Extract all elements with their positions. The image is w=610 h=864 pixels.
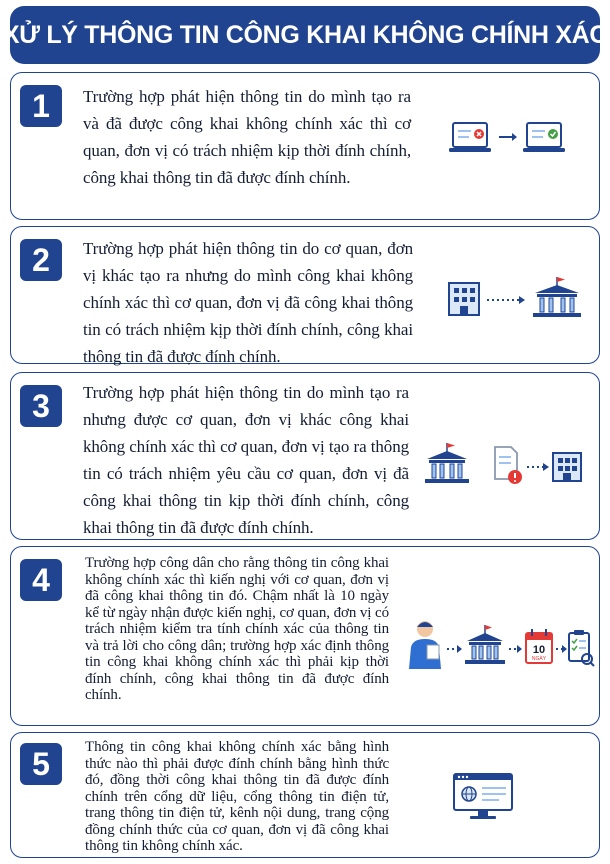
office-building-icon — [449, 283, 479, 315]
card-text: Trường hợp công dân cho rằng thông tin công khai không chính xác thì kiến nghị với cơ quan, đơn vị đã công khai thông tin đó. Chậm nhất là 10 ngày kể từ ngày nhận được kiến nghị, cơ quan, đơn vị có trách nhiệm kiểm tra tính chính xác của thông tin và trả lời cho công dân; trường hợp xác định thông tin công khai không chính xác thì phải kịp thời đính chính, công khai thông tin đã được đính chính. — [85, 555, 389, 703]
card-2 — [10, 226, 600, 364]
calendar-icon — [526, 629, 552, 663]
page-title: XỬ LÝ THÔNG TIN CÔNG KHAI KHÔNG CHÍNH XÁC — [10, 6, 600, 64]
card-5 — [10, 732, 600, 858]
step-number: 1 — [20, 85, 62, 127]
card-text: Trường hợp phát hiện thông tin do mình tạo ra nhưng được cơ quan, đơn vị khác công khai không chính xác thì cơ quan, đơn vị tạo ra thông tin có trách nhiệm yêu cầu cơ quan, đơn vị đã công khai thông tin kịp thời đính chính, công khai thông tin đã được đính chính. — [83, 383, 409, 537]
calendar-label: NGÀY — [531, 656, 547, 662]
illustration — [451, 771, 515, 821]
dotted-arrow-icon — [487, 296, 525, 304]
illustration — [449, 121, 569, 157]
step-number: 3 — [20, 385, 62, 427]
card-3 — [10, 372, 600, 540]
web-monitor-icon — [454, 774, 512, 819]
step-number: 4 — [20, 559, 62, 601]
step-number: 2 — [20, 239, 62, 281]
office-building-icon — [553, 453, 581, 481]
laptop-check-icon — [523, 123, 565, 152]
card-text: Trường hợp phát hiện thông tin do mình tạo ra và đã được công khai không chính xác thì cơ quan, đơn vị có trách nhiệm kịp thời đính chính, công khai thông tin đã được đính chính. — [83, 87, 411, 187]
illustration — [445, 275, 585, 319]
checklist-icon — [569, 630, 594, 666]
illustration — [425, 441, 585, 487]
document-warning-icon — [495, 447, 522, 484]
card-4 — [10, 546, 600, 726]
arrow-right-icon — [499, 133, 517, 141]
card-1 — [10, 72, 600, 220]
laptop-error-icon — [449, 123, 491, 152]
government-building-icon — [425, 443, 469, 483]
government-building-icon — [465, 625, 505, 664]
citizen-icon — [409, 621, 441, 669]
calendar-day: 10 — [532, 644, 546, 656]
government-building-icon — [533, 277, 581, 317]
illustration — [405, 617, 595, 673]
card-text: Trường hợp phát hiện thông tin do cơ quan, đơn vị khác tạo ra nhưng do mình công khai không chính xác thì cơ quan, đơn vị đã công khai thông tin có trách nhiệm kịp thời đính chính, công khai thông tin đã được đính chính. — [83, 239, 413, 366]
card-text: Thông tin công khai không chính xác bằng hình thức nào thì phải được đính chính bằng hình thức đó, đồng thời công khai thông tin đã được đính chính trên cổng dữ liệu, cổng thông tin điện tử, trang thông tin điện tử, kênh nội dung, trang cộng đồng chính thức của cơ quan, đơn vị đã công khai thông tin không chính xác. — [85, 739, 389, 854]
step-number: 5 — [20, 743, 62, 785]
